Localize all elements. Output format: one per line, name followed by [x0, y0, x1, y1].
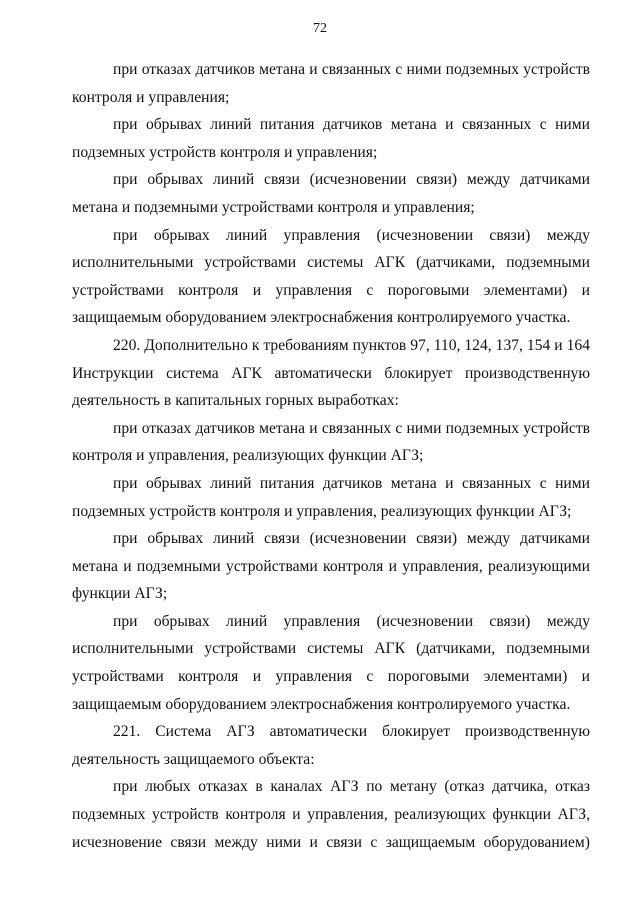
paragraph: 220. Дополнительно к требованиям пунктов 97, 110, 124, 137, 154 и 164 Инструкции система АГК автоматически блокирует производственную деятельность в капитальных горных выработках:	[72, 336, 590, 410]
paragraph: при обрывах линий связи (исчезновении связи) между датчиками метана и подземными устройствами контроля и управления, реализующими функции АГЗ;	[72, 530, 590, 603]
paragraph: при отказах датчиков метана и связанных с ними подземных устройств контроля и управления, реализующих функции АГЗ;	[72, 419, 590, 465]
paragraph: при обрывах линий управления (исчезновении связи) между исполнительными устройствами системы АГК (датчиками, подземными устройствами контроля и управления с пороговыми элементами) и защищаемым оборудованием электроснабжения контролируемого участка.	[72, 612, 590, 713]
paragraph: при обрывах линий управления (исчезновении связи) между исполнительными устройствами системы АГК (датчиками, подземными устройствами контроля и управления с пороговыми элементами) и защищаемым оборудованием электроснабжения контролируемого участка.	[72, 226, 590, 327]
paragraph: 221. Система АГЗ автоматически блокирует производственную деятельность защищаемого объекта:	[72, 723, 590, 768]
paragraph: при обрывах линий питания датчиков метана и связанных с ними подземных устройств контроля и управления;	[72, 116, 590, 161]
paragraph: при любых отказах в каналах АГЗ по метану (отказ датчика, отказ подземных устройств контроля и управления, реализующих функции АГЗ, исчезновение связи между ними и связи с защищаемым оборудованием)	[72, 778, 590, 851]
paragraph: при обрывах линий связи (исчезновении связи) между датчиками метана и подземными устройствами контроля и управления;	[72, 171, 590, 216]
document-body	[72, 56, 590, 856]
paragraph: при обрывах линий питания датчиков метана и связанных с ними подземных устройств контроля и управления, реализующих функции АГЗ;	[72, 474, 590, 520]
page-number: 72	[313, 21, 327, 36]
paragraph: при отказах датчиков метана и связанных с ними подземных устройств контроля и управления;	[72, 61, 590, 106]
